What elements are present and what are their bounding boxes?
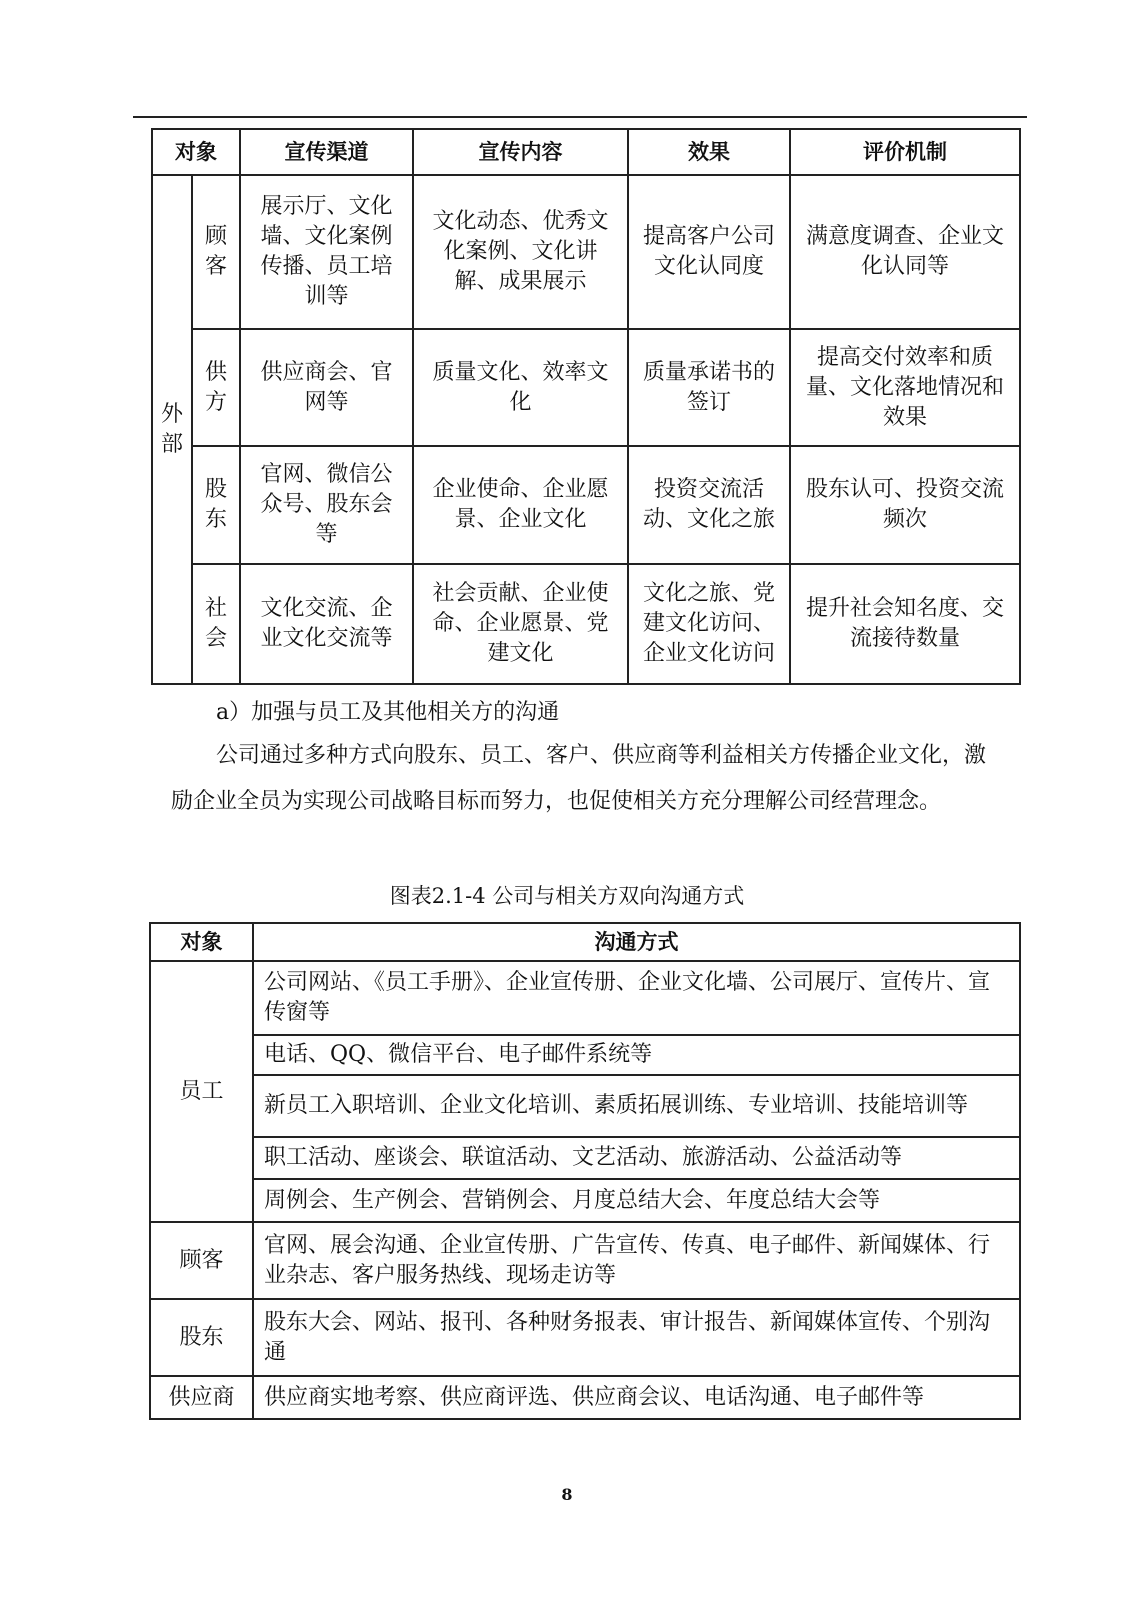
cell-method: 官网、展会沟通、企业宣传册、广告宣传、传真、电子邮件、新闻媒体、行业杂志、客户服务热线、现场走访等 bbox=[253, 1222, 1020, 1299]
table-row bbox=[150, 1376, 1020, 1419]
cell-content: 社会贡献、企业使命、企业愿景、党建文化 bbox=[413, 564, 628, 684]
header-rule bbox=[133, 116, 1027, 118]
col-header: 对象 bbox=[150, 923, 253, 961]
table-row bbox=[152, 175, 1020, 329]
section-subheading: a）加强与员工及其他相关方的沟通 bbox=[216, 700, 560, 725]
row-target: 股东 bbox=[150, 1299, 253, 1376]
row-target: 供应商 bbox=[150, 1376, 253, 1419]
cell-method: 电话、QQ、微信平台、电子邮件系统等 bbox=[253, 1035, 1020, 1075]
cell-method: 供应商实地考察、供应商评选、供应商会议、电话沟通、电子邮件等 bbox=[253, 1376, 1020, 1419]
col-header: 效果 bbox=[628, 129, 790, 175]
cell-channel: 供应商会、官网等 bbox=[240, 329, 413, 446]
body-paragraph: 公司通过多种方式向股东、员工、客户、供应商等利益相关方传播企业文化，激励企业全员为实现公司战略目标而努力，也促使相关方充分理解公司经营理念。 bbox=[171, 743, 987, 814]
page-number: 8 bbox=[561, 1485, 573, 1504]
cell-method: 公司网站、《员工手册》、企业宣传册、企业文化墙、公司展厅、宣传片、宣传窗等 bbox=[253, 961, 1020, 1035]
cell-evaluation: 提高交付效率和质量、文化落地情况和效果 bbox=[790, 329, 1020, 446]
cell-effect: 提高客户公司文化认同度 bbox=[628, 175, 790, 329]
row-target: 顾客 bbox=[192, 175, 240, 329]
table-row bbox=[150, 1137, 1020, 1179]
table-row bbox=[150, 1179, 1020, 1222]
col-header: 宣传渠道 bbox=[240, 129, 413, 175]
cell-content: 质量文化、效率文化 bbox=[413, 329, 628, 446]
table-row bbox=[152, 329, 1020, 446]
table-row bbox=[150, 1222, 1020, 1299]
publicity-table bbox=[151, 128, 1021, 685]
cell-evaluation: 满意度调查、企业文化认同等 bbox=[790, 175, 1020, 329]
row-target: 员工 bbox=[150, 961, 253, 1222]
col-header: 评价机制 bbox=[790, 129, 1020, 175]
col-header: 沟通方式 bbox=[253, 923, 1020, 961]
table-row bbox=[150, 1035, 1020, 1075]
table-row bbox=[152, 564, 1020, 684]
col-header: 宣传内容 bbox=[413, 129, 628, 175]
cell-method: 股东大会、网站、报刊、各种财务报表、审计报告、新闻媒体宣传、个别沟通 bbox=[253, 1299, 1020, 1376]
communication-table bbox=[149, 922, 1021, 1420]
cell-channel: 展示厅、文化墙、文化案例传播、员工培训等 bbox=[240, 175, 413, 329]
cell-effect: 文化之旅、党建文化访问、企业文化访问 bbox=[628, 564, 790, 684]
row-target: 社会 bbox=[192, 564, 240, 684]
table-header-row bbox=[152, 129, 1020, 175]
cell-content: 企业使命、企业愿景、企业文化 bbox=[413, 446, 628, 564]
cell-method: 新员工入职培训、企业文化培训、素质拓展训练、专业培训、技能培训等 bbox=[253, 1075, 1020, 1137]
row-target: 股东 bbox=[192, 446, 240, 564]
table-header-row bbox=[150, 923, 1020, 961]
group-label: 外部 bbox=[152, 175, 192, 684]
cell-content: 文化动态、优秀文化案例、文化讲解、成果展示 bbox=[413, 175, 628, 329]
cell-method: 周例会、生产例会、营销例会、月度总结大会、年度总结大会等 bbox=[253, 1179, 1020, 1222]
table-row bbox=[150, 1075, 1020, 1137]
cell-evaluation: 股东认可、投资交流频次 bbox=[790, 446, 1020, 564]
col-header: 对象 bbox=[152, 129, 240, 175]
row-target: 供方 bbox=[192, 329, 240, 446]
table-row bbox=[152, 446, 1020, 564]
cell-effect: 投资交流活动、文化之旅 bbox=[628, 446, 790, 564]
cell-effect: 质量承诺书的签订 bbox=[628, 329, 790, 446]
cell-method: 职工活动、座谈会、联谊活动、文艺活动、旅游活动、公益活动等 bbox=[253, 1137, 1020, 1179]
table-caption: 图表2.1-4 公司与相关方双向沟通方式 bbox=[389, 884, 745, 908]
row-target: 顾客 bbox=[150, 1222, 253, 1299]
cell-evaluation: 提升社会知名度、交流接待数量 bbox=[790, 564, 1020, 684]
table-row bbox=[150, 1299, 1020, 1376]
cell-channel: 官网、微信公众号、股东会等 bbox=[240, 446, 413, 564]
table-row bbox=[150, 961, 1020, 1035]
cell-channel: 文化交流、企业文化交流等 bbox=[240, 564, 413, 684]
